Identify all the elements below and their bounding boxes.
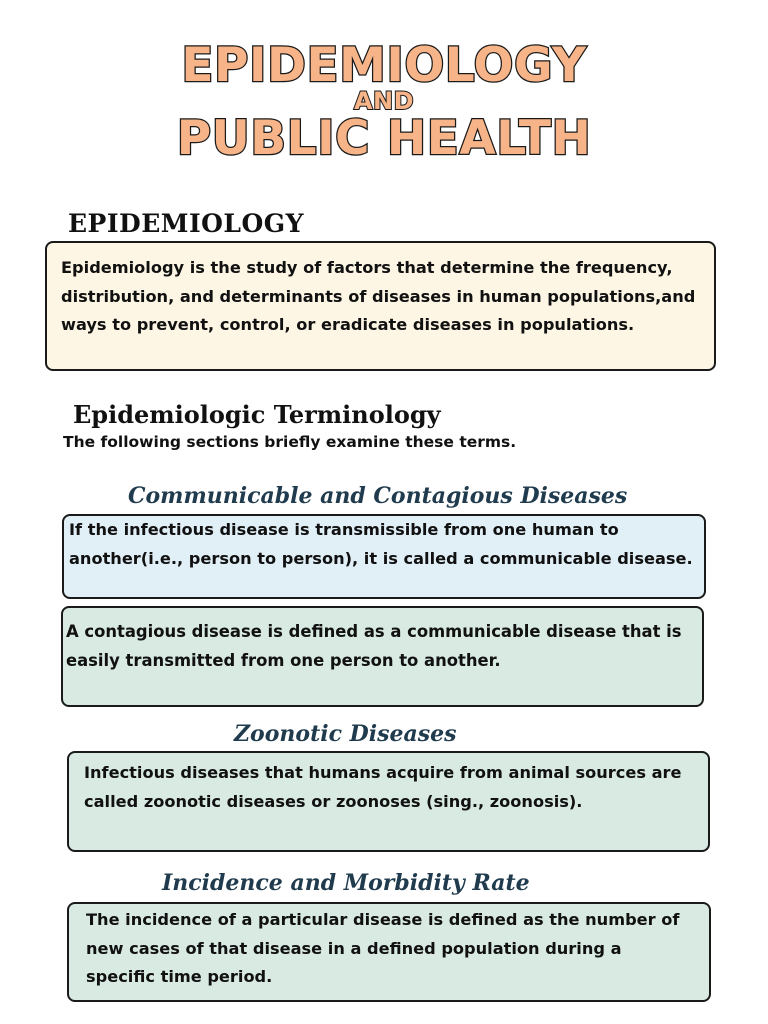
epidemiology-definition-text: Epidemiology is the study of factors that determine the frequency, distribution, and determinants of diseases in human populations,and ways to prevent, control, or eradicate diseases in populations. xyxy=(61,258,696,334)
communicable-definition-box xyxy=(62,514,706,599)
incidence-definition-box xyxy=(67,902,711,1002)
zoonotic-definition-box xyxy=(67,751,710,852)
incidence-section-heading: Incidence and Morbidity Rate xyxy=(162,870,530,896)
page-title-line-2: AND xyxy=(353,87,415,115)
page-title-line-1: EPIDEMIOLOGY xyxy=(181,38,587,93)
contagious-definition-text: A contagious disease is defined as a communicable disease that is easily transmitted from one person to another. xyxy=(66,622,682,670)
communicable-section-heading: Communicable and Contagious Diseases xyxy=(128,483,628,509)
page-title-line-3: PUBLIC HEALTH xyxy=(176,111,592,166)
contagious-definition-box xyxy=(61,606,704,707)
incidence-definition-text: The incidence of a particular disease is defined as the number of new cases of that disease in a defined population during a specific time period. xyxy=(86,910,680,986)
terminology-intro-text: The following sections briefly examine these terms. xyxy=(63,433,517,451)
zoonotic-section-heading: Zoonotic Diseases xyxy=(234,721,457,747)
epidemiology-definition-box xyxy=(45,241,716,371)
epidemiology-heading: EPIDEMIOLOGY xyxy=(68,209,304,238)
terminology-heading: Epidemiologic Terminology xyxy=(73,400,441,429)
zoonotic-definition-text: Infectious diseases that humans acquire from animal sources are called zoonotic diseases or zoonoses (sing., zoonosis). xyxy=(84,763,682,811)
communicable-definition-text: If the infectious disease is transmissible from one human to another(i.e., person to person), it is called a communicable disease. xyxy=(69,520,693,568)
